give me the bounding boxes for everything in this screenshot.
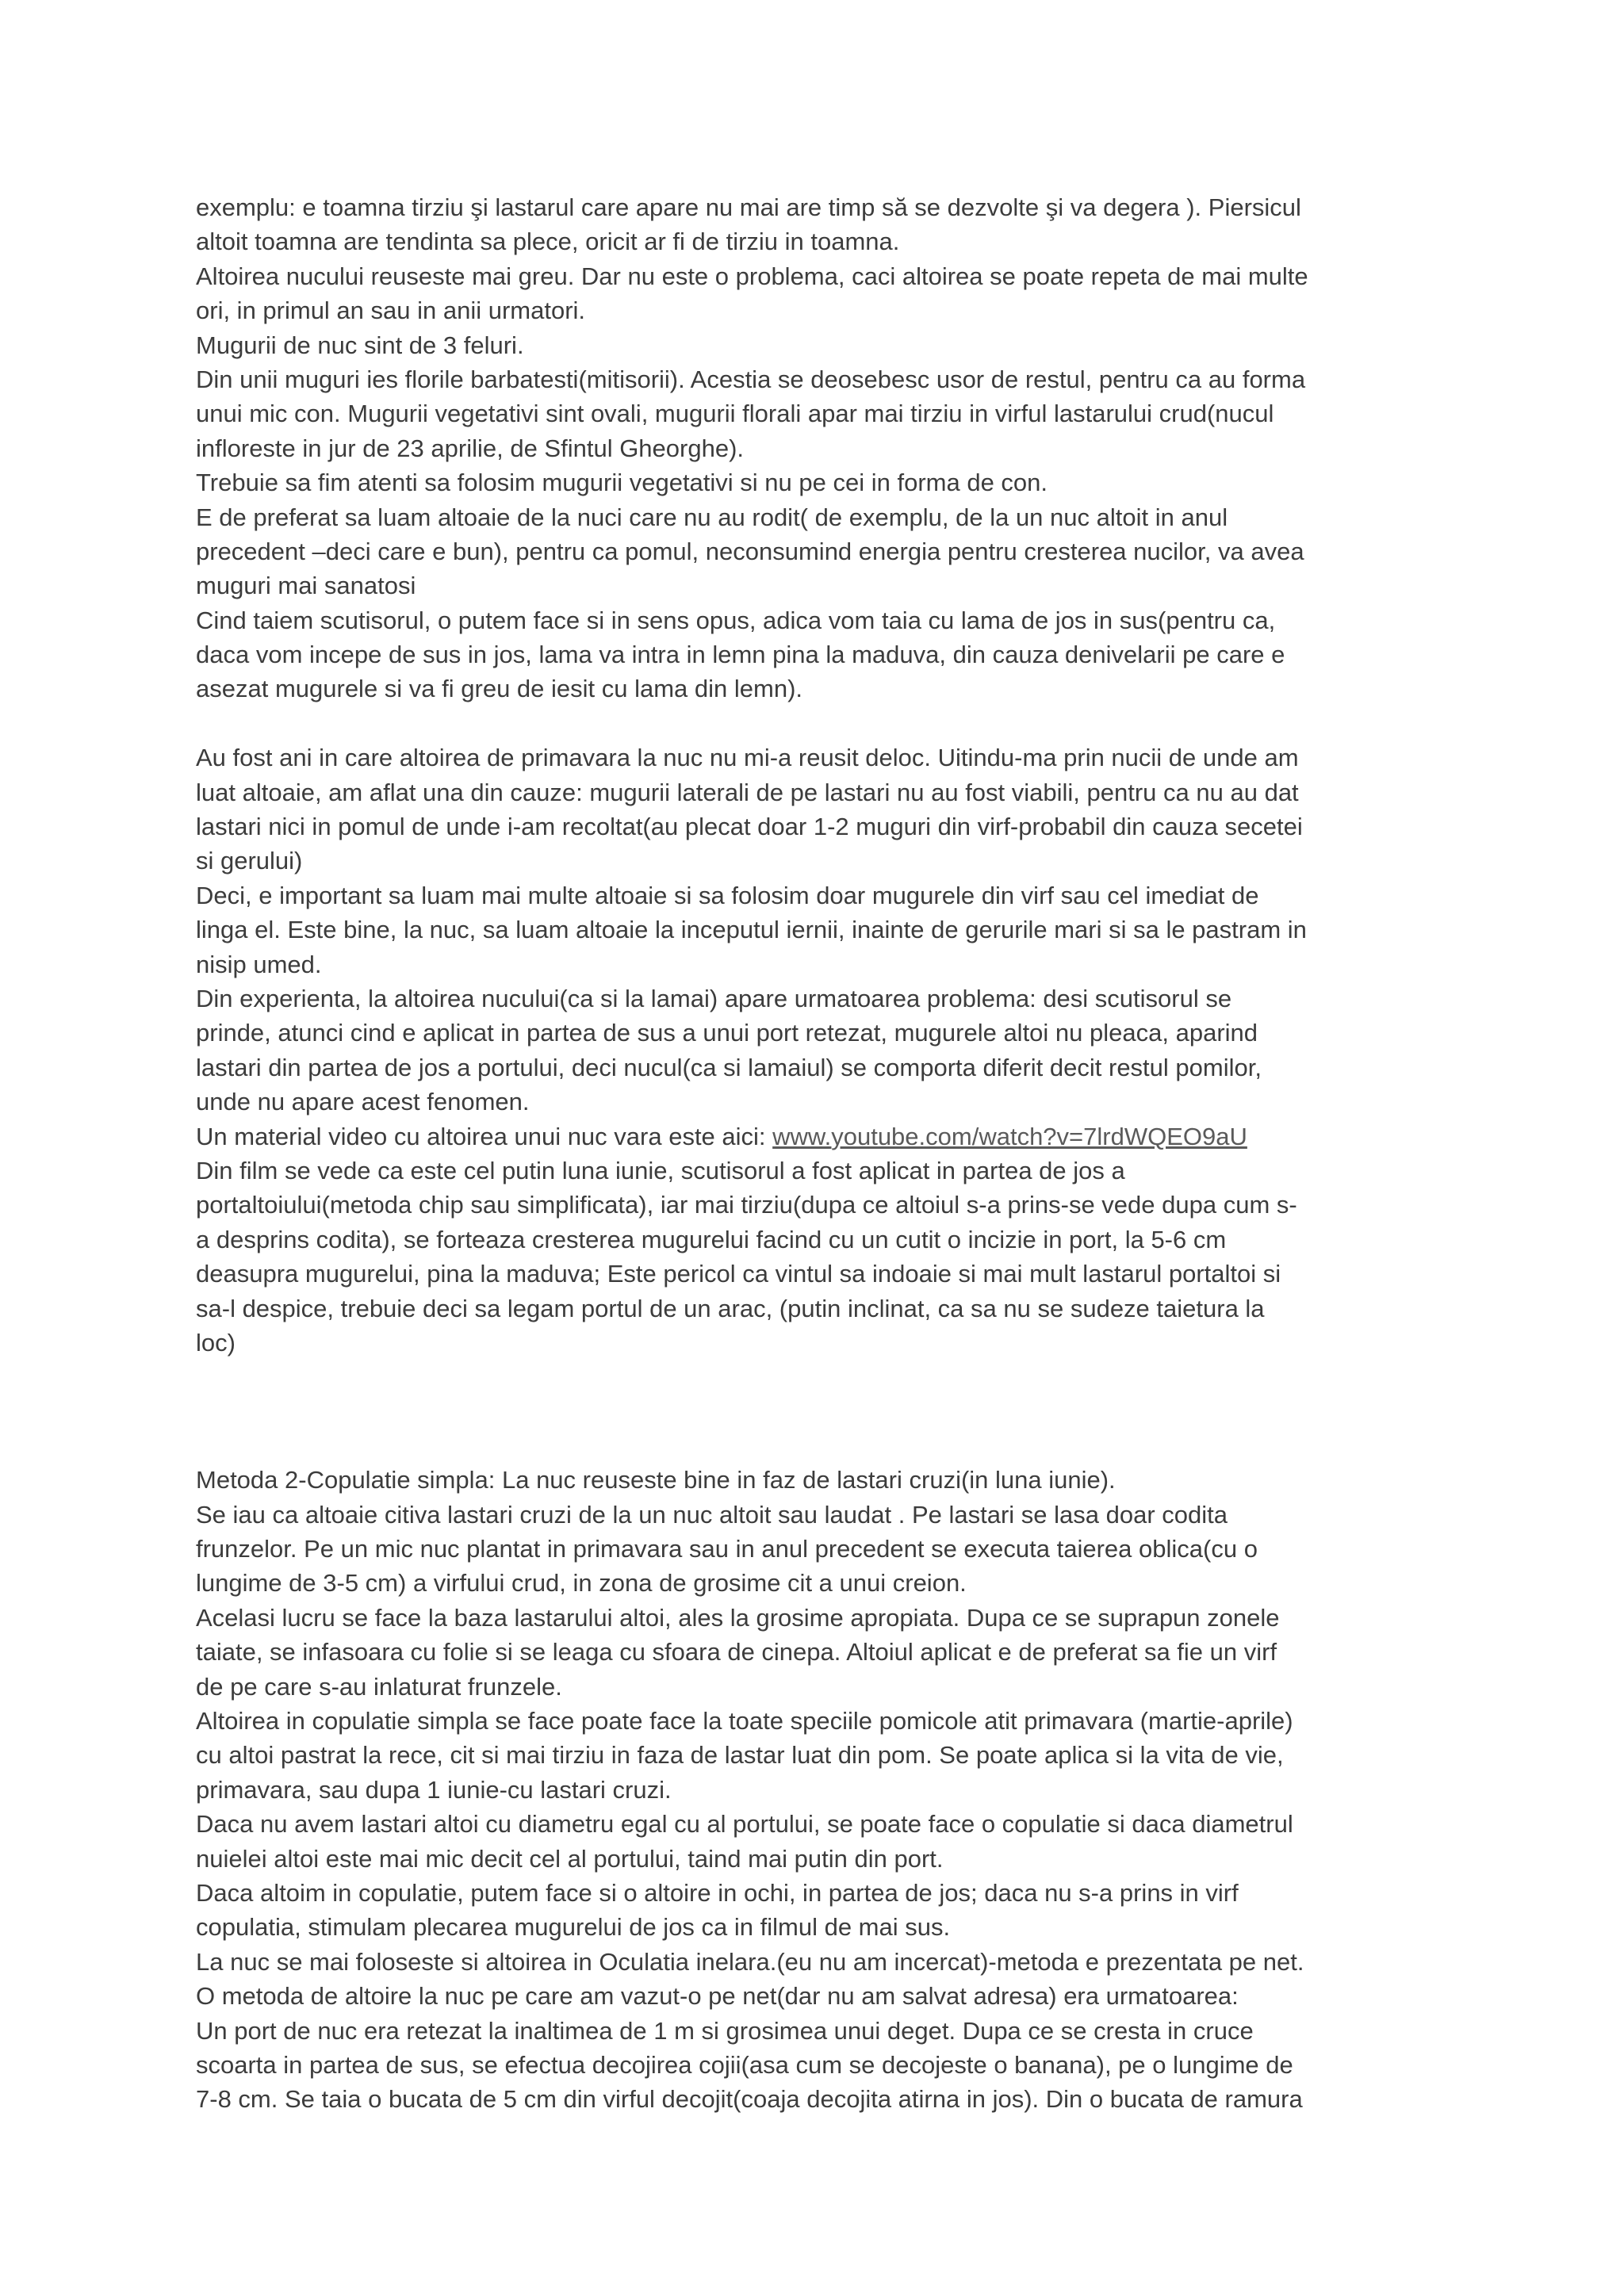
text-line: deasupra mugurelui, pina la maduva; Este pericol ca vintul sa indoaie si mai mult lastarul portaltoi si xyxy=(196,1260,1281,1288)
text-line: Acelasi lucru se face la baza lastarului altoi, ales la grosime apropiata. Dupa ce se suprapun zonele xyxy=(196,1603,1280,1632)
text-line: altoit toamna are tendinta sa plece, oricit ar fi de tirziu in toamna. xyxy=(196,228,900,256)
text-line: sa-l despice, trebuie deci sa legam portul de un arac, (putin inclinat, ca sa nu se sudeze taietura la xyxy=(196,1294,1265,1322)
text-line: luat altoaie, am aflat una din cauze: mugurii laterali de pe lastari nu au fost viabili, pentru ca nu au dat xyxy=(196,778,1299,806)
paragraph-block-1 xyxy=(196,190,1449,706)
text-line: prinde, atunci cind e aplicat in partea de sus a unui port retezat, mugurele altoi nu pleaca, aparind xyxy=(196,1019,1258,1047)
text-line: daca vom incepe de sus in jos, lama va intra in lemn pina la maduva, din cauza denivelarii pe care e xyxy=(196,641,1285,669)
text-line: cu altoi pastrat la rece, cit si mai tirziu in faza de lastar luat din pom. Se poate aplica si la vita de vie, xyxy=(196,1741,1284,1770)
section-spacer xyxy=(196,1360,1449,1463)
document-page xyxy=(196,190,1449,2117)
text-line: Mugurii de nuc sint de 3 feluri. xyxy=(196,331,524,359)
paragraph-block-metoda-2 xyxy=(196,1463,1449,2116)
text-line: Altoirea nucului reuseste mai greu. Dar nu este o problema, caci altoirea se poate repeta de mai multe xyxy=(196,262,1308,290)
text-line: precedent –deci care e bun), pentru ca pomul, neconsumind energia pentru cresterea nucilor, va avea xyxy=(196,537,1304,565)
text-line: muguri mai sanatosi xyxy=(196,572,416,600)
text-line: portaltoiului(metoda chip sau simplificata), iar mai tirziu(dupa ce altoiul s-a prins-se vede dupa cum s- xyxy=(196,1191,1297,1219)
text-line: Metoda 2-Copulatie simpla: La nuc reuseste bine in faz de lastari cruzi(in luna iunie). xyxy=(196,1466,1116,1494)
text-line: a desprins codita), se forteaza cresterea mugurelui facind cu un cutit o incizie in port, la 5-6 cm xyxy=(196,1225,1227,1253)
text-line: Un port de nuc era retezat la inaltimea de 1 m si grosimea unui deget. Dupa ce se cresta in cruce xyxy=(196,2016,1254,2045)
text-line: O metoda de altoire la nuc pe care am vazut-o pe net(dar nu am salvat adresa) era urmatoarea: xyxy=(196,1982,1239,2011)
text-line: Din experienta, la altoirea nucului(ca si la lamai) apare urmatoarea problema: desi scutisorul se xyxy=(196,984,1232,1012)
text-line: Au fost ani in care altoirea de primavara la nuc nu mi-a reusit deloc. Uitindu-ma prin nucii de unde am xyxy=(196,744,1299,772)
text-line: 7-8 cm. Se taia o bucata de 5 cm din virful decojit(coaja decojita atirna in jos). Din o bucata de ramura xyxy=(196,2085,1303,2114)
text-line: si gerului) xyxy=(196,847,303,875)
text-line: copulatia, stimulam plecarea mugurelui de jos ca in filmul de mai sus. xyxy=(196,1913,951,1942)
text-line: lastari nici in pomul de unde i-am recoltat(au plecat doar 1-2 muguri din virf-probabil din cauza secetei xyxy=(196,813,1303,841)
text-line: Daca altoim in copulatie, putem face si o altoire in ochi, in partea de jos; daca nu s-a prins in virf xyxy=(196,1878,1239,1907)
paragraph-block-2 xyxy=(196,740,1449,1360)
text-line: nisip umed. xyxy=(196,950,322,978)
text-line: loc) xyxy=(196,1328,236,1357)
paragraph-spacer xyxy=(196,706,1449,740)
text-line: lastari din partea de jos a portului, deci nucul(ca si lamaiul) se comporta diferit decit restul pomilor, xyxy=(196,1053,1262,1081)
text-line: Cind taiem scutisorul, o putem face si in sens opus, adica vom taia cu lama de jos in sus(pentru ca, xyxy=(196,606,1276,634)
text-line: de pe care s-au inlaturat frunzele. xyxy=(196,1672,562,1701)
text-line: taiate, se infasoara cu folie si se leaga cu sfoara de cinepa. Altoiul aplicat e de preferat sa fie un virf xyxy=(196,1638,1277,1667)
text-line: lungime de 3-5 cm) a virfului crud, in zona de grosime cit a unui creion. xyxy=(196,1569,967,1598)
text-line: nuielei altoi este mai mic decit cel al portului, taind mai putin din port. xyxy=(196,1844,944,1873)
text-line: ori, in primul an sau in anii urmatori. xyxy=(196,297,586,325)
youtube-link[interactable]: www.youtube.com/watch?v=7lrdWQEO9aU xyxy=(772,1122,1247,1150)
text-line: Altoirea in copulatie simpla se face poate face la toate speciile pomicole atit primavara (martie-aprile) xyxy=(196,1707,1293,1735)
text-line: primavara, sau dupa 1 iunie-cu lastari cruzi. xyxy=(196,1775,672,1804)
text-line: linga el. Este bine, la nuc, sa luam altoaie la inceputul iernii, inainte de gerurile mari si sa le pastram in xyxy=(196,916,1307,944)
text-line: infloreste in jur de 23 aprilie, de Sfintul Gheorghe). xyxy=(196,434,745,462)
text-line: La nuc se mai foloseste si altoirea in Oculatia inelara.(eu nu am incercat)-metoda e prezentata pe net. xyxy=(196,1947,1304,1976)
text-line: Din film se vede ca este cel putin luna iunie, scutisorul a fost aplicat in partea de jos a xyxy=(196,1156,1125,1184)
text-line: Daca nu avem lastari altoi cu diametru egal cu al portului, se poate face o copulatie si daca diametrul xyxy=(196,1810,1293,1839)
text-line: unui mic con. Mugurii vegetativi sint ovali, mugurii florali apar mai tirziu in virful lastarului crud(nucul xyxy=(196,400,1274,428)
video-line xyxy=(196,1119,1449,1154)
video-line-text: Un material video cu altoirea unui nuc vara este aici: xyxy=(196,1122,773,1150)
text-line: Se iau ca altoaie citiva lastari cruzi de la un nuc altoit sau laudat . Pe lastari se lasa doar codita xyxy=(196,1500,1228,1529)
text-line: scoarta in partea de sus, se efectua decojirea cojii(asa cum se decojeste o banana), pe o lungime de xyxy=(196,2050,1293,2079)
text-line: Din unii muguri ies florile barbatesti(mitisorii). Acestia se deosebesc usor de restul, pentru ca au forma xyxy=(196,365,1306,393)
text-line: Trebuie sa fim atenti sa folosim mugurii vegetativi si nu pe cei in forma de con. xyxy=(196,469,1048,497)
text-line: frunzelor. Pe un mic nuc plantat in primavara sau in anul precedent se executa taierea oblica(cu o xyxy=(196,1535,1258,1563)
text-line: exemplu: e toamna tirziu şi lastarul care apare nu mai are timp să se dezvolte şi va degera ). Piersicul xyxy=(196,193,1301,221)
text-line: E de preferat sa luam altoaie de la nuci care nu au rodit( de exemplu, de la un nuc altoit in anul xyxy=(196,503,1228,531)
text-line: asezat mugurele si va fi greu de iesit cu lama din lemn). xyxy=(196,675,803,703)
text-line: Deci, e important sa luam mai multe altoaie si sa folosim doar mugurele din virf sau cel imediat de xyxy=(196,881,1259,909)
text-line: unde nu apare acest fenomen. xyxy=(196,1088,530,1116)
